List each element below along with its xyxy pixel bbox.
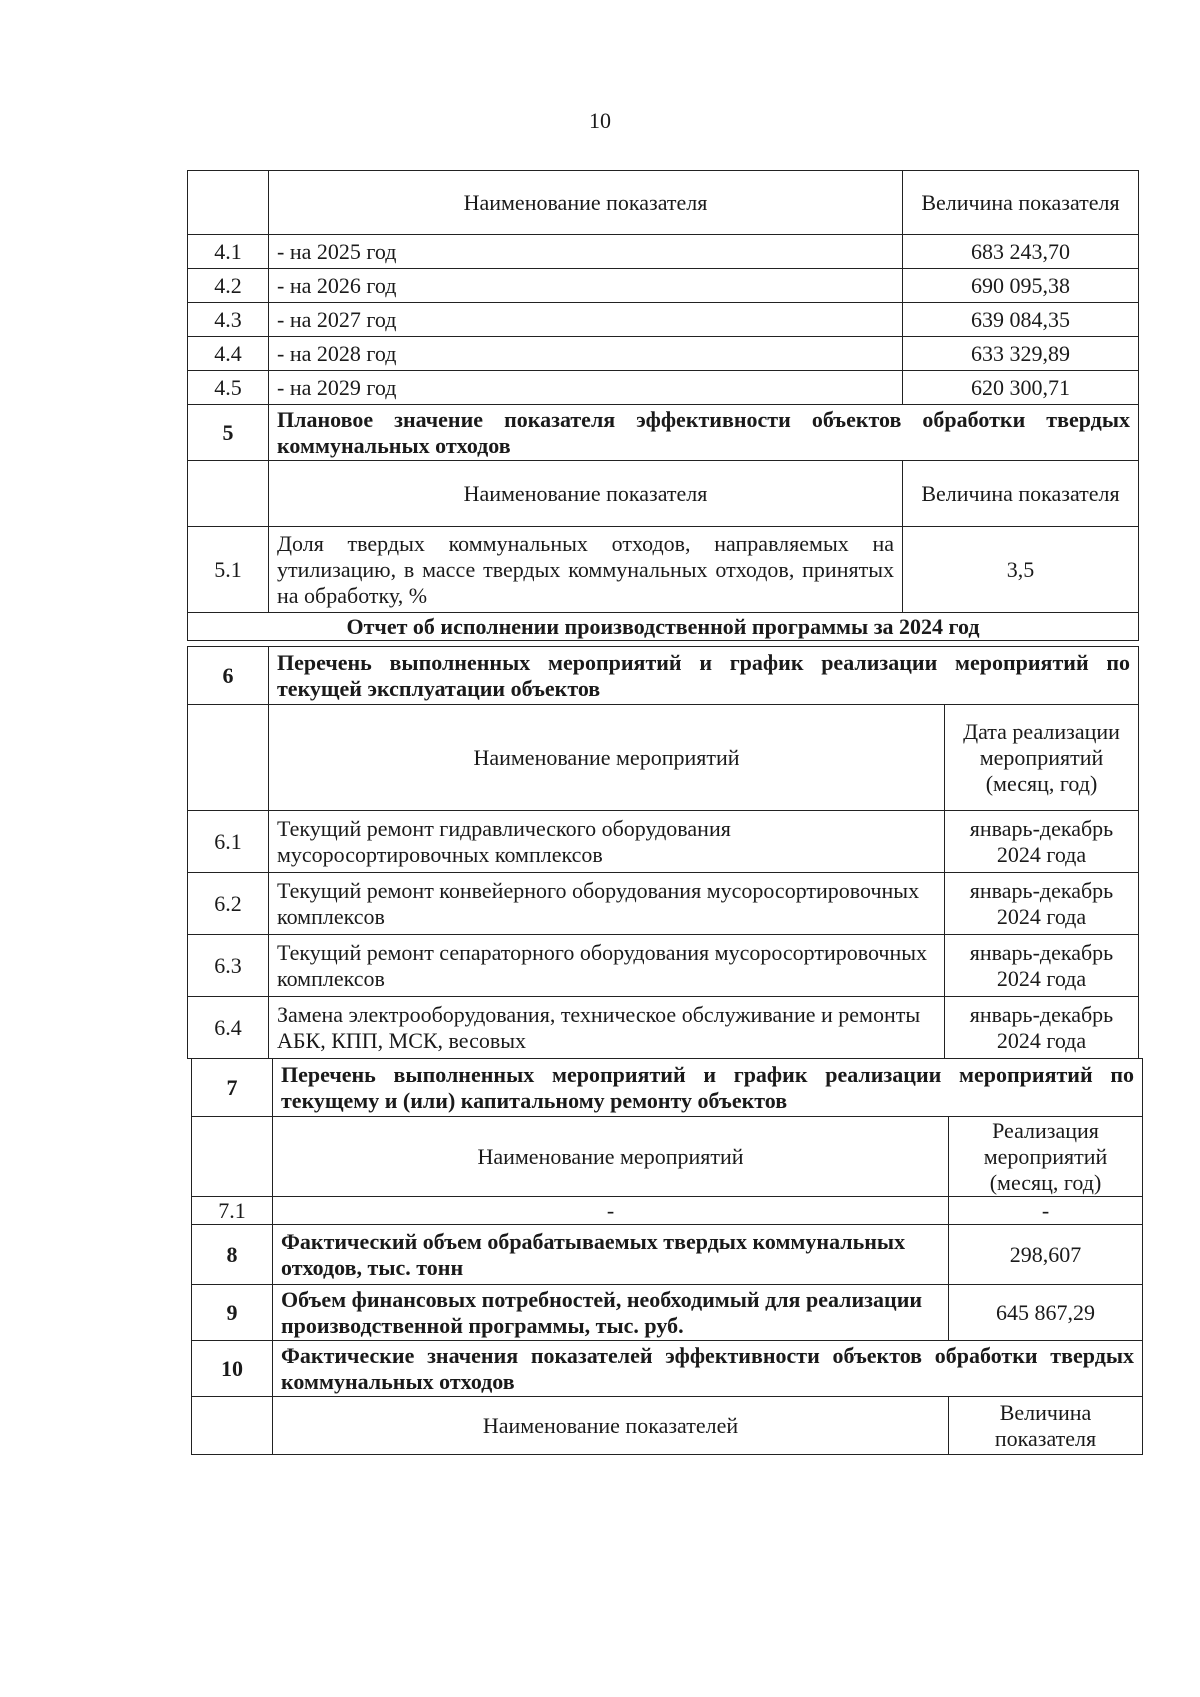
section-number: 5 <box>188 405 269 461</box>
row-name: - на 2028 год <box>269 337 903 371</box>
section-row <box>188 405 1139 461</box>
row-value: 298,607 <box>949 1225 1143 1285</box>
row-value: 639 084,35 <box>903 303 1139 337</box>
row-value: 633 329,89 <box>903 337 1139 371</box>
maintenance-table <box>187 646 1139 1059</box>
report-title-row <box>188 613 1139 641</box>
row-number: 4.2 <box>188 269 269 303</box>
row-name: - на 2029 год <box>269 371 903 405</box>
section-title: Перечень выполненных мероприятий и график реализации мероприятий по текущему и (или) капитальному ремонту объектов <box>273 1059 1143 1117</box>
row-name: Текущий ремонт гидравлического оборудования мусоросортировочных комплексов <box>269 811 945 873</box>
header-name: Наименование мероприятий <box>269 705 945 811</box>
repair-table <box>191 1058 1143 1455</box>
row-value: 3,5 <box>903 527 1139 613</box>
row-value: 645 867,29 <box>949 1285 1143 1341</box>
indicators-table <box>187 170 1139 641</box>
header-value: Величина показателя <box>903 171 1139 235</box>
section-row <box>192 1341 1143 1397</box>
row-value: - <box>949 1197 1143 1225</box>
report-title: Отчет об исполнении производственной программы за 2024 год <box>188 613 1139 641</box>
table-row <box>188 337 1139 371</box>
table-row <box>188 873 1139 935</box>
row-number: 8 <box>192 1225 273 1285</box>
header-name: Наименование показателей <box>273 1397 949 1455</box>
row-number: 6.2 <box>188 873 269 935</box>
table-row <box>188 303 1139 337</box>
section-title: Фактические значения показателей эффективности объектов обработки твердых коммунальных отходов <box>273 1341 1143 1397</box>
table-header-row <box>188 171 1139 235</box>
row-name: - <box>273 1197 949 1225</box>
table-header-row <box>192 1117 1143 1197</box>
section-title: Плановое значение показателя эффективности объектов обработки твердых коммунальных отходов <box>269 405 1139 461</box>
table-row <box>188 935 1139 997</box>
page-number: 10 <box>589 108 611 133</box>
row-name: Фактический объем обрабатываемых твердых коммунальных отходов, тыс. тонн <box>273 1225 949 1285</box>
row-value: 690 095,38 <box>903 269 1139 303</box>
row-number: 4.4 <box>188 337 269 371</box>
row-name: Доля твердых коммунальных отходов, направляемых на утилизацию, в массе твердых коммунальных отходов, принятых на обработку, % <box>269 527 903 613</box>
table-header-row <box>188 705 1139 811</box>
row-number: 6.3 <box>188 935 269 997</box>
section-number: 10 <box>192 1341 273 1397</box>
row-number: 4.5 <box>188 371 269 405</box>
header-value: Величина показателя <box>949 1397 1143 1455</box>
header-name: Наименование показателя <box>269 461 903 527</box>
table-row <box>192 1197 1143 1225</box>
table-row <box>188 269 1139 303</box>
row-name: Текущий ремонт сепараторного оборудования мусоросортировочных комплексов <box>269 935 945 997</box>
section-number: 6 <box>188 647 269 705</box>
section-row <box>192 1059 1143 1117</box>
row-number: 6.1 <box>188 811 269 873</box>
header-name: Наименование мероприятий <box>273 1117 949 1197</box>
row-number: 4.1 <box>188 235 269 269</box>
row-name: - на 2026 год <box>269 269 903 303</box>
section-row <box>188 647 1139 705</box>
table-row <box>192 1285 1143 1341</box>
table-row <box>188 811 1139 873</box>
table-header-row <box>192 1397 1143 1455</box>
header-value: Величина показателя <box>903 461 1139 527</box>
row-name: Объем финансовых потребностей, необходимый для реализации производственной программы, тыс. руб. <box>273 1285 949 1341</box>
table-row <box>188 527 1139 613</box>
row-name: Замена электрооборудования, техническое обслуживание и ремонты АБК, КПП, МСК, весовых <box>269 997 945 1059</box>
row-number: 6.4 <box>188 997 269 1059</box>
header-value: Реализация мероприятий (месяц, год) <box>949 1117 1143 1197</box>
header-name: Наименование показателя <box>269 171 903 235</box>
section-title: Перечень выполненных мероприятий и график реализации мероприятий по текущей эксплуатации объектов <box>269 647 1139 705</box>
row-number: 9 <box>192 1285 273 1341</box>
row-number: 7.1 <box>192 1197 273 1225</box>
row-value: январь-декабрь 2024 года <box>945 997 1139 1059</box>
row-value: январь-декабрь 2024 года <box>945 873 1139 935</box>
table-row <box>188 371 1139 405</box>
row-value: 620 300,71 <box>903 371 1139 405</box>
section-number: 7 <box>192 1059 273 1117</box>
header-value: Дата реализации мероприятий (месяц, год) <box>945 705 1139 811</box>
row-value: январь-декабрь 2024 года <box>945 811 1139 873</box>
row-number: 4.3 <box>188 303 269 337</box>
table-header-row <box>188 461 1139 527</box>
row-value: 683 243,70 <box>903 235 1139 269</box>
row-number: 5.1 <box>188 527 269 613</box>
row-name: Текущий ремонт конвейерного оборудования мусоросортировочных комплексов <box>269 873 945 935</box>
row-value: январь-декабрь 2024 года <box>945 935 1139 997</box>
table-row <box>192 1225 1143 1285</box>
row-name: - на 2027 год <box>269 303 903 337</box>
table-row <box>188 997 1139 1059</box>
table-row <box>188 235 1139 269</box>
row-name: - на 2025 год <box>269 235 903 269</box>
